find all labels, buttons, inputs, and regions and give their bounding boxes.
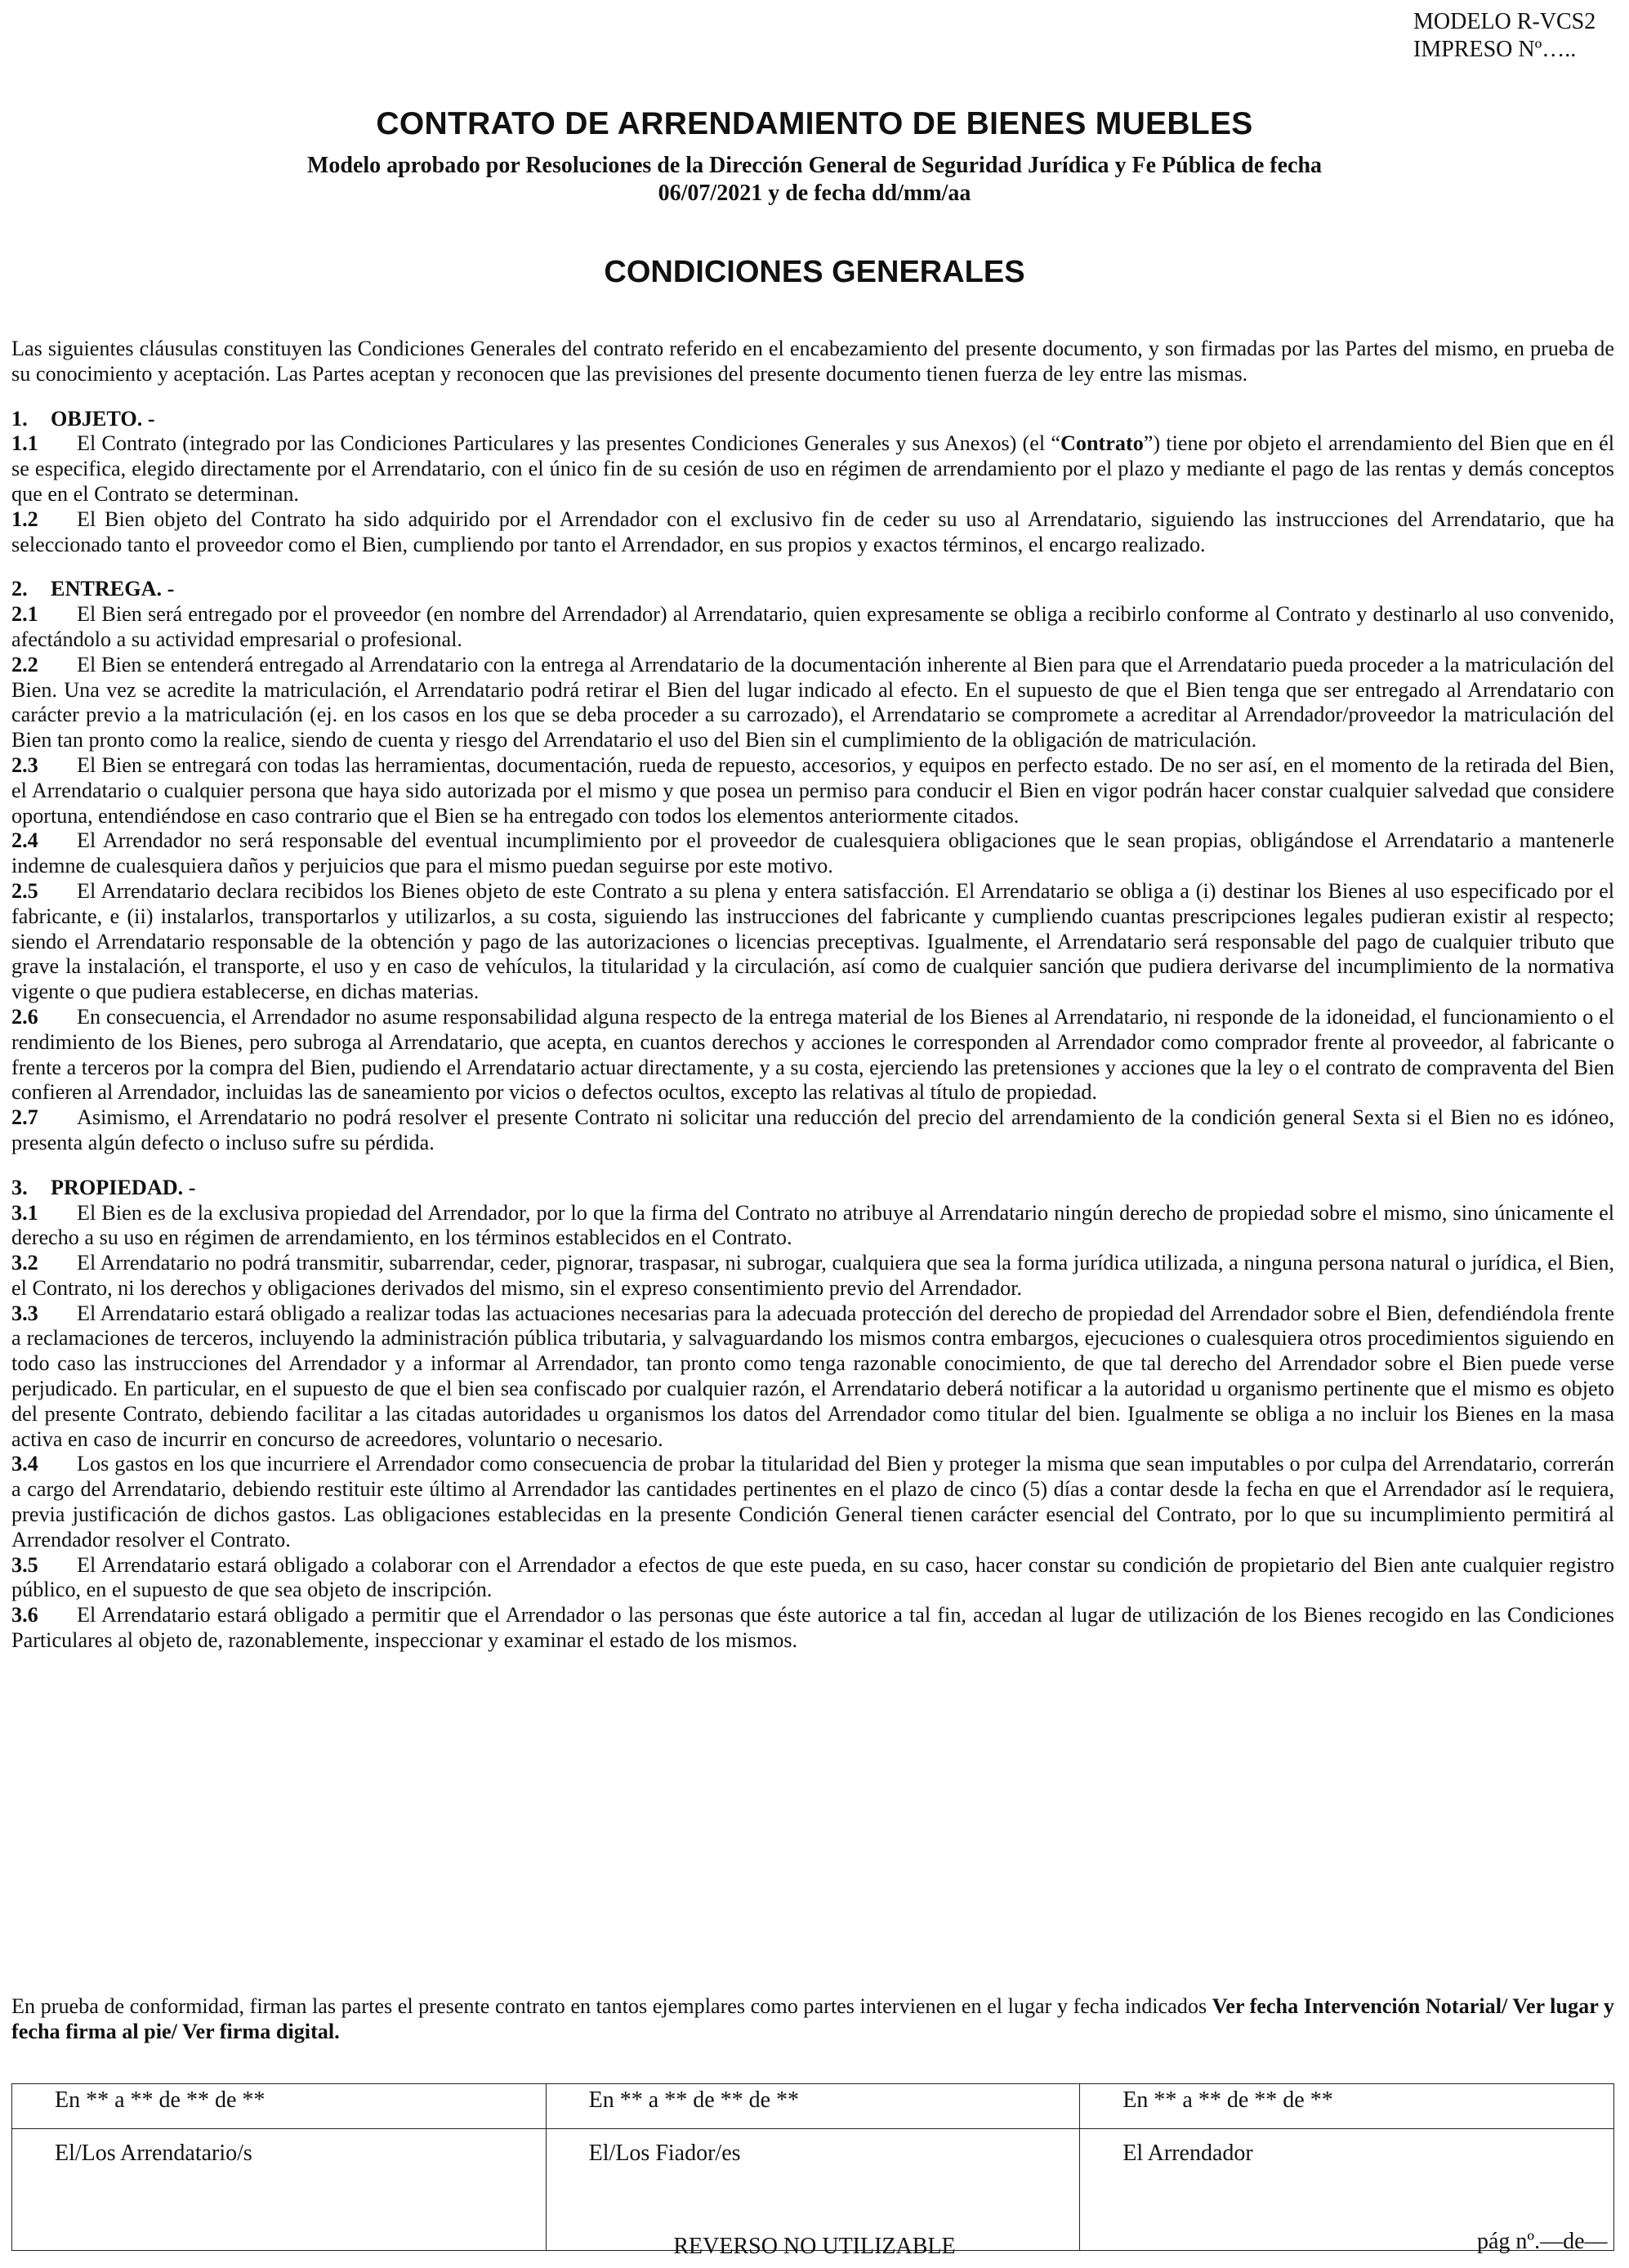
item-text: El Arrendatario declara recibidos los Bienes objeto de este Contrato a su plena y entera satisfacción. El Arrendatario se obliga a (i) destinar los Bienes al uso especificado por el fabricante, e (ii) instalarlos, transportarlos y utilizarlos, a su costa, siguiendo las instrucciones del fabricante y cumpliendo cuantas prescripciones legales pudieran existir al respecto; siendo el Arrendatario responsable de la obtención y pago de las autorizaciones o licencias preceptivas. Igualmente, el Arrendatario será responsable del pago de cualquier tributo que grave la instalación, el transporte, el uso y en caso de vehículos, la titularidad y la circulación, así como de cualquier sanción que pudiera derivarse del incumplimiento de la normativa vigente o que pudiera establecerse, en dichas materias.	[11, 878, 1614, 1004]
clause-3-heading	[11, 1176, 1614, 1201]
clause-1-2	[11, 507, 1614, 558]
item-number: 2.2	[11, 652, 38, 676]
closing-statement	[11, 1993, 1614, 2044]
clause-1-1	[11, 431, 1614, 507]
clause-2-1	[11, 602, 1614, 653]
clause-3-3	[11, 1301, 1614, 1453]
model-code: MODELO R-VCS2	[1413, 9, 1596, 34]
signature-lessor: El Arrendador	[1080, 2129, 1614, 2251]
signature-role-row	[12, 2129, 1614, 2251]
clause-2-3	[11, 753, 1614, 828]
signature-date-row	[12, 2084, 1614, 2129]
item-number: 2.1	[11, 602, 38, 627]
item-text: El Bien objeto del Contrato ha sido adquirido por el Arrendador con el exclusivo fin de ceder su uso al Arrendatario, siguiendo las instrucciones del Arrendatario, que ha seleccionado tanto el proveedor como el Bien, cumpliendo por tanto el Arrendador, en sus propios y exactos términos, el encargo realizado.	[11, 507, 1614, 556]
clause-3-5	[11, 1553, 1614, 1604]
date-cell-lessor: En ** a ** de ** de **	[1080, 2084, 1614, 2129]
intro-paragraph: Las siguientes cláusulas constituyen las Condiciones Generales del contrato referido en el encabezamiento del presente documento, y son firmadas por las Partes del mismo, en prueba de su conocimiento y aceptación. Las Partes aceptan y reconocen que las previsiones del presente documento tienen fuerza de ley entre las mismas.	[11, 337, 1614, 386]
item-text-post: ”) tiene por objeto el arrendamiento del Bien que en él se especifica, elegido directamente por el Arrendatario, con el único fin de su cesión de uso en régimen de arrendamiento por el plazo y mediante el pago de las rentas y demás conceptos que en el Contrato se determinan.	[11, 431, 1615, 506]
date-cell-lessee: En ** a ** de ** de **	[12, 2084, 547, 2129]
item-text-bold: Contrato	[1060, 431, 1144, 456]
item-number: 3.6	[11, 1603, 38, 1627]
reverse-notice: REVERSO NO UTILIZABLE	[673, 2234, 956, 2259]
signature-lessee: El/Los Arrendatario/s	[12, 2129, 547, 2251]
item-number: 3.2	[11, 1251, 38, 1275]
clause-2-2	[11, 653, 1614, 753]
item-text: El Arrendatario estará obligado a colaborar con el Arrendador a efectos de que este pueda, en su caso, hacer constar su condición de propietario del Bien ante cualquier registro público, en el supuesto de que sea objeto de inscripción.	[11, 1552, 1614, 1602]
clause-2-heading	[11, 577, 1614, 602]
subtitle-line-2: 06/07/2021 y de fecha dd/mm/aa	[658, 181, 971, 206]
item-text: El Arrendador no será responsable del eventual incumplimiento por el proveedor de cualesquiera obligaciones que le sean propias, obligándose el Arrendatario a mantenerle indemne de cualesquiera daños y perjuicios que para el mismo puedan seguirse por este motivo.	[11, 828, 1614, 878]
clause-title: OBJETO. -	[51, 406, 155, 431]
item-number: 3.4	[11, 1452, 38, 1476]
printed-number: IMPRESO Nº…..	[1413, 37, 1577, 62]
item-text: El Bien es de la exclusiva propiedad del Arrendador, por lo que la firma del Contrato no atribuye al Arrendatario ningún derecho de propiedad sobre el mismo, sino únicamente el derecho a su uso en régimen de arrendamiento, en los términos establecidos en el Contrato.	[11, 1200, 1614, 1250]
item-number: 2.7	[11, 1105, 38, 1130]
clause-1-heading	[11, 407, 1614, 432]
item-text: Asimismo, el Arrendatario no podrá resolver el presente Contrato ni solicitar una reducción del precio del arrendamiento de la condición general Sexta si el Bien no es idóneo, presenta algún defecto o incluso sufre su pérdida.	[11, 1105, 1614, 1154]
item-number: 2.3	[11, 752, 38, 777]
general-conditions-body	[11, 337, 1614, 1654]
clause-number: 3.	[11, 1175, 28, 1199]
clause-2-5	[11, 879, 1614, 1005]
item-text: El Bien se entenderá entregado al Arrendatario con la entrega al Arrendatario de la documentación inherente al Bien para que el Arrendatario pueda proceder a la matriculación del Bien. Una vez se acredite la matriculación, el Arrendatario podrá retirar el Bien del lugar indicado al efecto. En el supuesto de que el Bien tenga que ser entregado al Arrendatario con carácter previo a la matriculación (ej. en los casos en los que se deba proceder a su carrozado), el Arrendatario se compromete a acreditar al Arrendador/proveedor la matriculación del Bien tan pronto como la realice, siendo de cuenta y riesgo del Arrendatario el uso del Bien sin el cumplimiento de la obligación de matriculación.	[11, 652, 1614, 752]
item-number: 3.1	[11, 1200, 38, 1225]
item-text: En consecuencia, el Arrendador no asume responsabilidad alguna respecto de la entrega material de los Bienes al Arrendatario, ni responde de la idoneidad, el funcionamiento o el rendimiento de los Bienes, pero subroga al Arrendatario, que acepta, en cuantos derechos y acciones le corresponden al Arrendador como comprador frente al proveedor, al fabricante o frente a terceros por la compra del Bien, pudiendo el Arrendatario actuar directamente, y a su costa, ejerciendo las pretensiones y acciones que la ley o el contrato de compraventa del Bien confieren al Arrendador, incluidas las de saneamiento por vicios o defectos ocultos, excepto las relativas al título de propiedad.	[11, 1004, 1614, 1105]
item-text: El Arrendatario no podrá transmitir, subarrendar, ceder, pignorar, traspasar, ni subrogar, cualquiera que sea la forma jurídica utilizada, a ninguna persona natural o jurídica, el Bien, el Contrato, ni los derechos y obligaciones derivados del mismo, sin el expreso consentimiento previo del Arrendador.	[11, 1251, 1614, 1300]
clause-title: ENTREGA. -	[51, 577, 175, 601]
item-number: 1.2	[11, 507, 38, 531]
contract-subtitle	[0, 152, 1629, 208]
clause-number: 1.	[11, 406, 28, 431]
clause-3-6	[11, 1603, 1614, 1654]
item-number: 2.5	[11, 878, 38, 903]
item-text: El Arrendatario estará obligado a realizar todas las actuaciones necesarias para la adecuada protección del derecho de propiedad del Arrendador sobre el Bien, defendiéndola frente a reclamaciones de terceros, incluyendo la administración pública tributaria, y salvaguardando los mismos contra embargos, ejecuciones o cualesquiera otros procedimientos siguiendo en todo caso las instrucciones del Arrendador y a informar al Arrendador, tan pronto como tenga razonable conocimiento, de que tal derecho del Arrendador sobre el Bien puede verse perjudicado. En particular, en el supuesto de que el bien sea confiscado por cualquier razón, el Arrendatario deberá notificar a la autoridad u organismo pertinente que el mismo es objeto del presente Contrato, debiendo facilitar a las citadas autoridades u organismos los datos del Arrendador como titular del bien. Igualmente se obliga a no incluir los Bienes en la masa activa en caso de incurrir en concurso de acreedores, voluntario o necesario.	[11, 1301, 1614, 1451]
item-text-pre: El Contrato (integrado por las Condiciones Particulares y las presentes Condiciones Generales y sus Anexos) (el “	[77, 431, 1060, 456]
section-title: CONDICIONES GENERALES	[604, 255, 1025, 289]
clause-number: 2.	[11, 577, 28, 601]
clause-2-4	[11, 828, 1614, 879]
contract-title: CONTRATO DE ARRENDAMIENTO DE BIENES MUEBLES	[376, 106, 1253, 141]
item-text: El Arrendatario estará obligado a permitir que el Arrendador o las personas que éste autorice a tal fin, accedan al lugar de utilización de los Bienes recogido en las Condiciones Particulares al objeto de, razonablemente, inspeccionar y examinar el estado de los mismos.	[11, 1603, 1614, 1653]
item-number: 1.1	[11, 431, 38, 456]
item-number: 2.6	[11, 1004, 38, 1029]
item-number: 2.4	[11, 828, 38, 853]
clause-3-2	[11, 1251, 1614, 1301]
closing-bold-text: Ver fecha Intervención Notarial/ Ver lugar y fecha firma al pie/ Ver firma digital.	[11, 1994, 1614, 2043]
model-header	[1413, 8, 1596, 64]
clause-title: PROPIEDAD. -	[51, 1175, 196, 1199]
item-text: El Bien será entregado por el proveedor (en nombre del Arrendador) al Arrendatario, quien expresamente se obliga a recibirlo conforme al Contrato y destinarlo al uso convenido, afectándolo a su actividad empresarial o profesional.	[11, 602, 1614, 651]
signature-table	[11, 2083, 1614, 2251]
closing-text: En prueba de conformidad, firman las partes el presente contrato en tantos ejemplares como partes intervienen en el lugar y fecha indicados	[11, 1994, 1212, 2018]
item-text: El Bien se entregará con todas las herramientas, documentación, rueda de repuesto, accesorios, y equipos en perfecto estado. De no ser así, en el momento de la retirada del Bien, el Arrendatario o cualquier persona que haya sido autorizada por el mismo y que posea un permiso para conducir el Bien en vigor podrán hacer constar cualquier salvedad que considere oportuna, entendiéndose en caso contrario que el Bien se ha entregado con todos los elementos anteriormente citados.	[11, 752, 1614, 828]
clause-2-6	[11, 1005, 1614, 1105]
clause-3-1	[11, 1201, 1614, 1252]
page-number: pág nº.—de—	[1477, 2229, 1608, 2254]
item-number: 3.3	[11, 1301, 38, 1325]
item-number: 3.5	[11, 1552, 38, 1577]
clause-2-7	[11, 1105, 1614, 1156]
clause-3-4	[11, 1452, 1614, 1552]
subtitle-line-1: Modelo aprobado por Resoluciones de la Dirección General de Seguridad Jurídica y Fe Pública de fecha	[306, 153, 1323, 178]
signature-guarantor: El/Los Fiador/es	[546, 2129, 1080, 2251]
date-cell-guarantor: En ** a ** de ** de **	[546, 2084, 1080, 2129]
item-text: Los gastos en los que incurriere el Arrendador como consecuencia de probar la titularidad del Bien y proteger la misma que sean imputables o por culpa del Arrendatario, correrán a cargo del Arrendatario, debiendo restituir este último al Arrendador las cantidades pertinentes en el plazo de cinco (5) días a contar desde la fecha en que el Arrendador así le requiera, previa justificación de dichos gastos. Las obligaciones establecidas en la presente Condición General tienen carácter esencial del Contrato, por lo que su incumplimiento permitirá al Arrendador resolver el Contrato.	[11, 1452, 1614, 1551]
